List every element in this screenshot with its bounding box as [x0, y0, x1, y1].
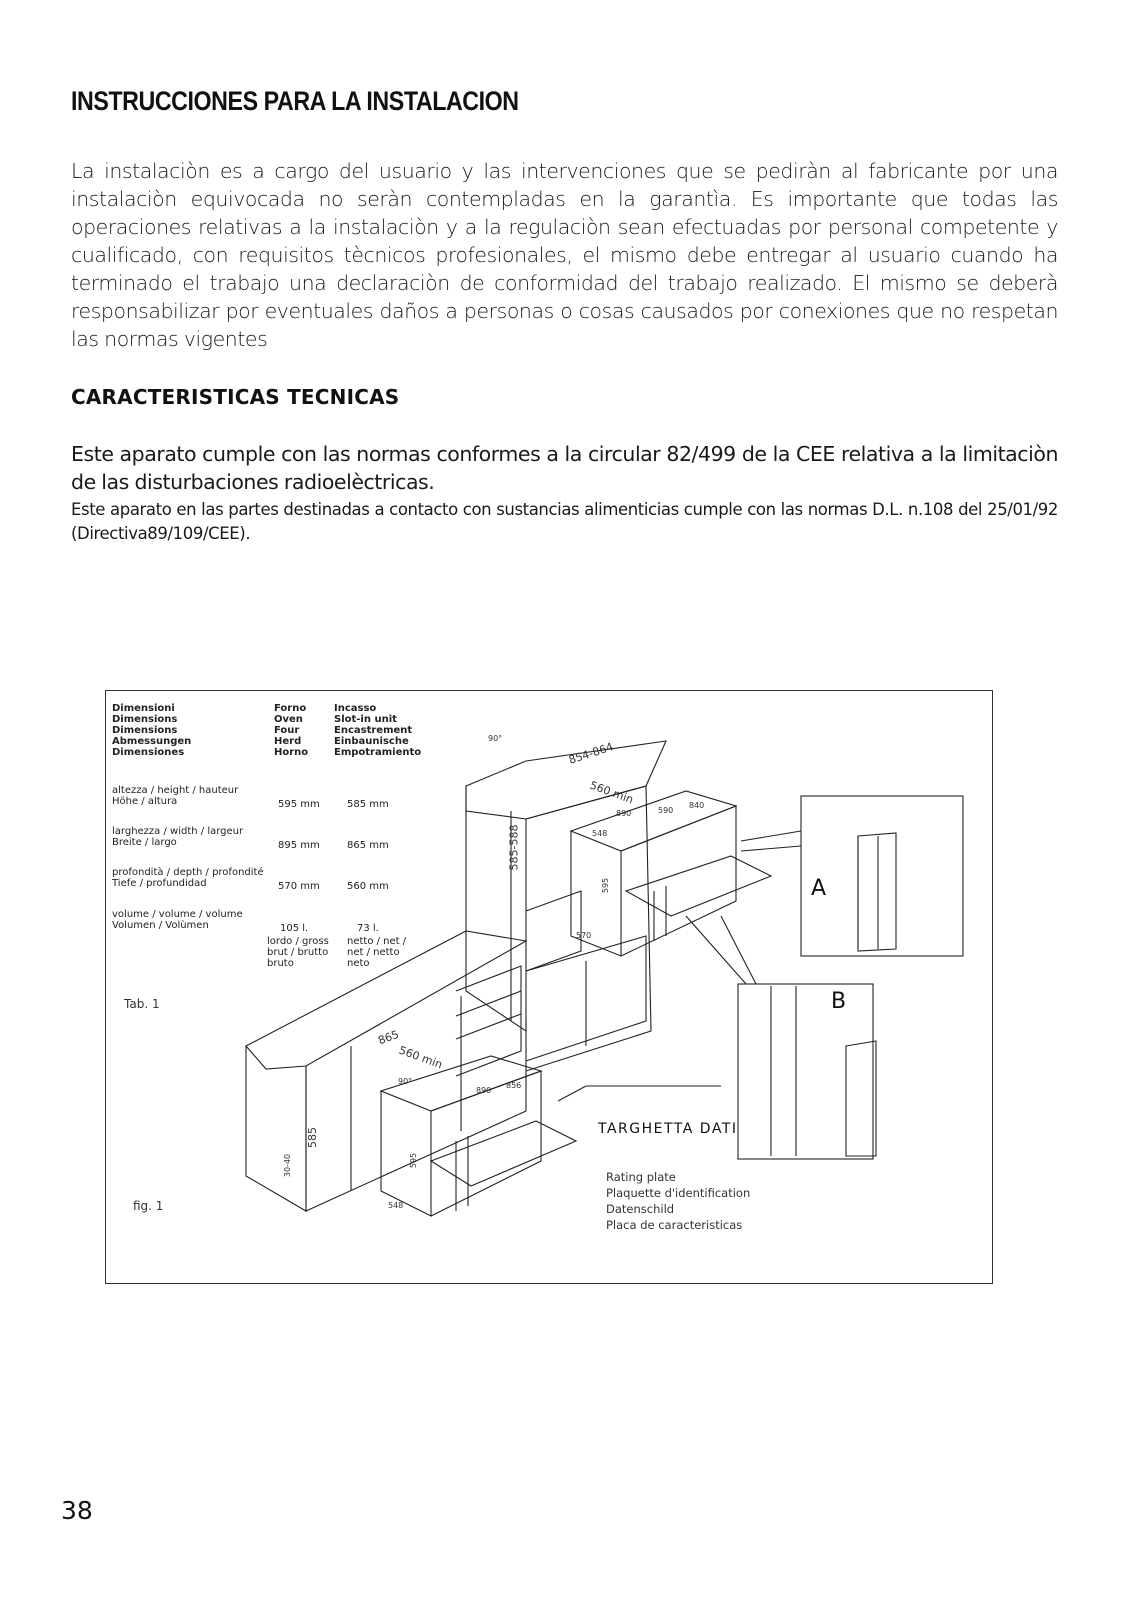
- table-row: [112, 867, 264, 889]
- oven-value: 595 mm: [278, 799, 320, 810]
- table-header: Encastrement: [334, 725, 413, 736]
- oven-value: 105 l.: [280, 923, 309, 934]
- dim-label: 856: [506, 1081, 522, 1090]
- table-header: Herd: [274, 736, 302, 747]
- table-header-col3: [334, 703, 421, 758]
- installation-intro: La instalaciòn es a cargo del usuario y las intervenciones que se pediràn al fabricante por una instalaciòn equivocada no seràn contempladas en la garantìa. Es importante que todas las operaciones relativas a la instalaciòn y a la regulaciòn sean efectuadas por personal competente y cualificado, con requisitos tècnicos profesionales, el mismo debe entregar al usuario cuando ha terminado el trabajo una declaraciòn de conformidad del trabajo realizado. El mismo se deberà responsabilizar por eventuales daños a personas o cosas causados por conexiones que no respetan las normas vigentes: [71, 159, 1058, 351]
- row-label: volume / volume / volume: [112, 909, 243, 920]
- page-title: INSTRUCCIONES PARA LA INSTALACION: [71, 86, 519, 116]
- row-label: Höhe / altura: [112, 796, 178, 807]
- row-label: profondità / depth / profondité: [112, 867, 264, 878]
- section-text: Este aparato cumple con las normas conformes a la circular 82/499 de la CEE relativa a la limitaciòn de las disturbaciones radioelèctricas.: [71, 442, 1058, 494]
- dim-label: 560 min: [588, 778, 636, 807]
- oven-value: 570 mm: [278, 881, 320, 892]
- slot-value: 865 mm: [347, 840, 389, 851]
- row-label: Breite / largo: [112, 837, 177, 848]
- dim-label: 585: [306, 1127, 319, 1148]
- rating-plate-line: Rating plate: [606, 1170, 676, 1184]
- slot-value: 560 mm: [347, 881, 389, 892]
- dim-label: 548: [592, 829, 608, 838]
- table-header: Dimensions: [112, 714, 178, 725]
- dim-label: 595: [409, 1152, 419, 1169]
- detail-b-label: B: [831, 989, 847, 1014]
- volume-note: bruto: [267, 958, 294, 969]
- row-label: Volumen / Volùmen: [112, 920, 209, 931]
- rating-plate-line: Plaquette d'identification: [606, 1186, 751, 1200]
- table-header: Empotramiento: [334, 747, 422, 758]
- slot-value: 585 mm: [347, 799, 389, 810]
- dim-label: 585-588: [507, 824, 521, 871]
- table-header: Einbaunische: [334, 736, 409, 747]
- table-header: Dimensiones: [112, 747, 185, 758]
- tall-cabinet-top: [466, 741, 666, 819]
- dim-label: 90°: [398, 1077, 413, 1086]
- volume-note: brut / brutto: [267, 947, 329, 958]
- row-label: altezza / height / hauteur: [112, 785, 239, 796]
- table-header-col1: [112, 703, 191, 758]
- table-row: [112, 785, 238, 807]
- dim-label: 840: [689, 801, 705, 810]
- slot-value: 73 l.: [357, 923, 379, 934]
- detail-a-label: A: [811, 876, 827, 901]
- table-header: Forno: [274, 703, 307, 714]
- table-row: [112, 826, 243, 848]
- detail-b-box: [738, 984, 873, 1159]
- volume-note: netto / net /: [347, 936, 407, 947]
- table-header: Horno: [274, 747, 309, 758]
- dim-label: 570: [576, 931, 592, 940]
- oven-value: 895 mm: [278, 840, 320, 851]
- rating-plate-labels: [606, 1169, 750, 1233]
- dim-label: 90°: [488, 734, 503, 743]
- dim-label: 595: [601, 877, 611, 894]
- dim-label: 854-864: [567, 740, 615, 767]
- row-label: larghezza / width / largeur: [112, 826, 244, 837]
- rating-plate-title: TARGHETTA DATI: [598, 1121, 738, 1137]
- table-header-col2: [274, 703, 308, 758]
- dim-label: 30-40: [283, 1153, 293, 1178]
- table-header: Four: [274, 725, 300, 736]
- volume-note: lordo / gross: [267, 936, 329, 947]
- page-number: 38: [61, 1496, 93, 1525]
- volume-note: neto: [347, 958, 370, 969]
- volume-notes-oven: [267, 936, 329, 969]
- dim-label: 865: [376, 1027, 401, 1048]
- dim-label: 890: [616, 809, 632, 818]
- table-header: Slot-in unit: [334, 714, 397, 725]
- section-note: Este aparato en las partes destinadas a contacto con sustancias alimenticias cumple con las normas D.L. n.108 del 25/01/92 (Directiva89/109/CEE).: [71, 500, 1058, 543]
- installation-figure: [105, 690, 993, 1284]
- table-header: Incasso: [334, 703, 377, 714]
- dim-label: 560 min: [397, 1043, 445, 1072]
- table-header: Abmessungen: [112, 736, 192, 747]
- table-header: Oven: [274, 714, 303, 725]
- section-title: CARACTERISTICAS TECNICAS: [71, 385, 400, 409]
- dim-label: 548: [388, 1201, 404, 1210]
- table-header: Dimensions: [112, 725, 178, 736]
- volume-notes-slot: [347, 936, 406, 969]
- dim-label: 590: [658, 806, 674, 815]
- dim-label: 890: [476, 1086, 492, 1095]
- table-header: Dimensioni: [112, 703, 175, 714]
- rating-plate-line: Datenschild: [606, 1202, 675, 1216]
- installation-diagram: [106, 691, 992, 1283]
- row-label: Tiefe / profundidad: [112, 878, 207, 889]
- figure-caption: fig. 1: [133, 1199, 164, 1213]
- volume-note: net / netto: [347, 947, 400, 958]
- table-row: [112, 909, 243, 931]
- rating-plate-line: Placa de caracteristicas: [606, 1218, 743, 1232]
- table-caption: Tab. 1: [124, 997, 160, 1011]
